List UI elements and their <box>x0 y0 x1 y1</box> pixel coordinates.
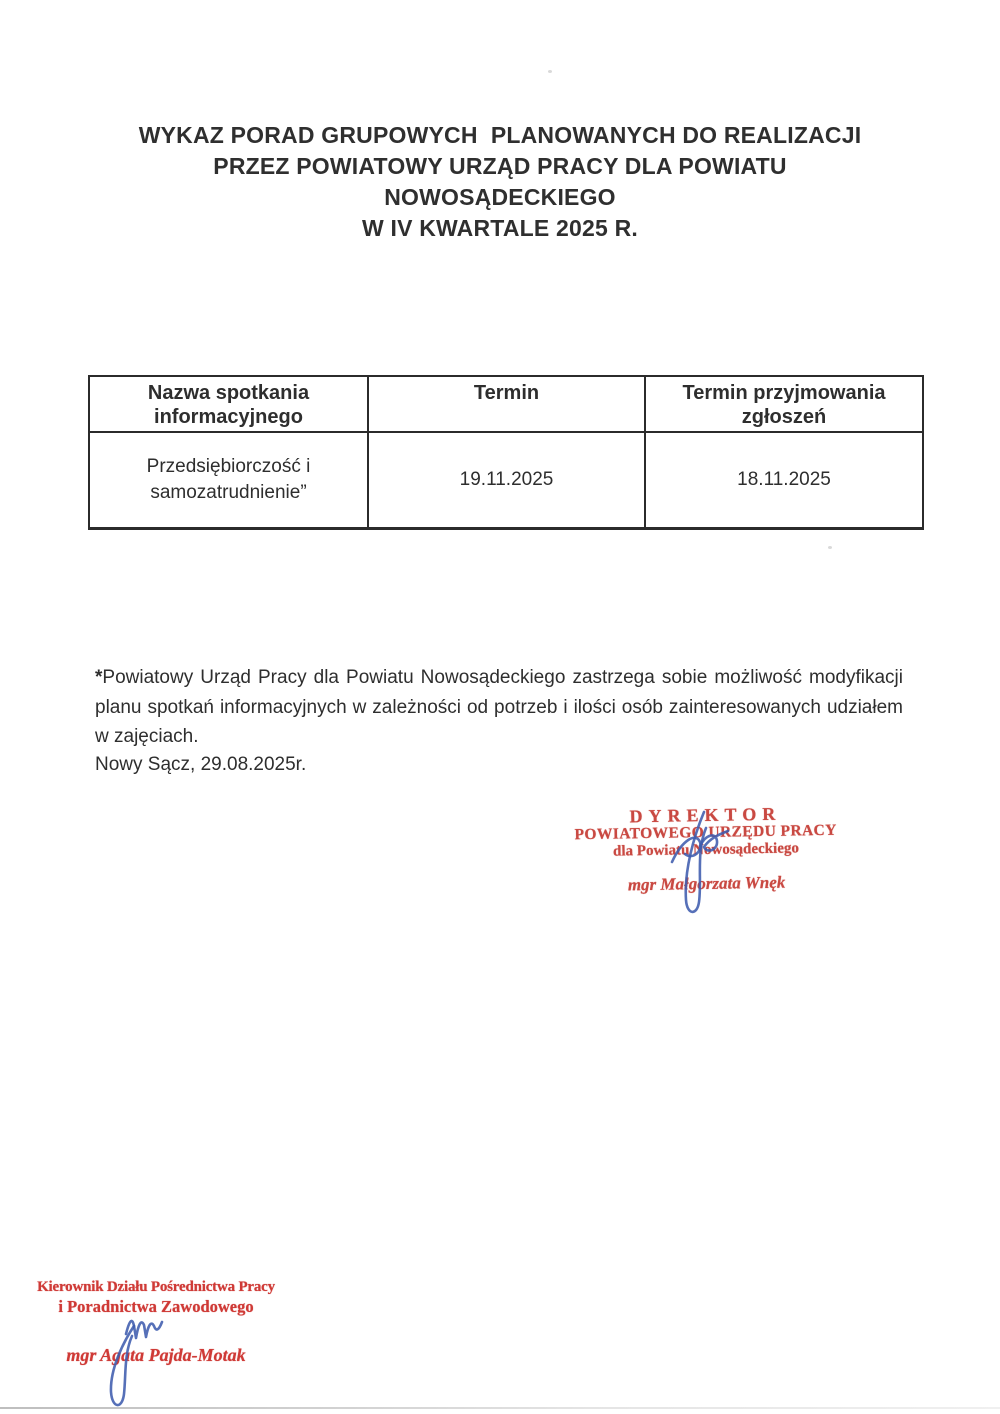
title-line-2: PRZEZ POWIATOWY URZĄD PRACY DLA POWIATU <box>213 153 787 179</box>
manager-stamp-title-1: Kierownik Działu Pośrednictwa Pracy <box>37 1279 275 1295</box>
header-registration-deadline: Termin przyjmowania zgłoszeń <box>645 376 923 432</box>
footnote-text: Powiatowy Urząd Pracy dla Powiatu Nowosądeckiego zastrzega sobie możliwość modyfikacji planu spotkań informacyjnych w zależności od potrzeb i ilości osób zainteresowanych udziałem w zajęciach. <box>95 667 903 747</box>
scan-artifact-line <box>0 1407 1000 1409</box>
table-header-row <box>89 376 923 432</box>
footnote <box>95 663 903 752</box>
title-line-4: W IV KWARTALE 2025 R. <box>362 215 638 241</box>
title-line-1: WYKAZ PORAD GRUPOWYCH PLANOWANYCH DO REALIZACJI <box>138 122 862 148</box>
manager-stamp-name: mgr Agata Pajda-Motak <box>66 1345 246 1365</box>
header-meeting-name: Nazwa spotkania informacyjnego <box>89 376 368 432</box>
director-stamp-title: DYREKTOR <box>629 803 782 827</box>
director-stamp-name: mgr Małgorzata Wnęk <box>627 872 786 895</box>
document-title <box>0 120 1000 244</box>
scan-speck <box>548 70 552 73</box>
schedule-table <box>88 375 924 530</box>
place-date: Nowy Sącz, 29.08.2025r. <box>95 754 307 775</box>
cell-date: 19.11.2025 <box>368 432 645 529</box>
director-stamp-office: POWIATOWEGO URZĘDU PRACY <box>574 821 837 844</box>
footnote-marker: * <box>95 667 103 688</box>
manager-stamp-title-2: i Poradnictwa Zawodowego <box>58 1297 254 1316</box>
header-date: Termin <box>368 376 645 432</box>
cell-registration-deadline: 18.11.2025 <box>645 432 923 529</box>
cell-meeting-name: Przedsiębiorczość i samozatrudnienie” <box>89 432 368 529</box>
director-stamp <box>561 803 850 896</box>
director-stamp-district: dla Powiatu Nowosądeckiego <box>612 840 800 860</box>
manager-stamp <box>28 1278 284 1366</box>
scan-speck <box>828 546 832 549</box>
title-line-3: NOWOSĄDECKIEGO <box>384 184 616 210</box>
table-row <box>89 432 923 529</box>
